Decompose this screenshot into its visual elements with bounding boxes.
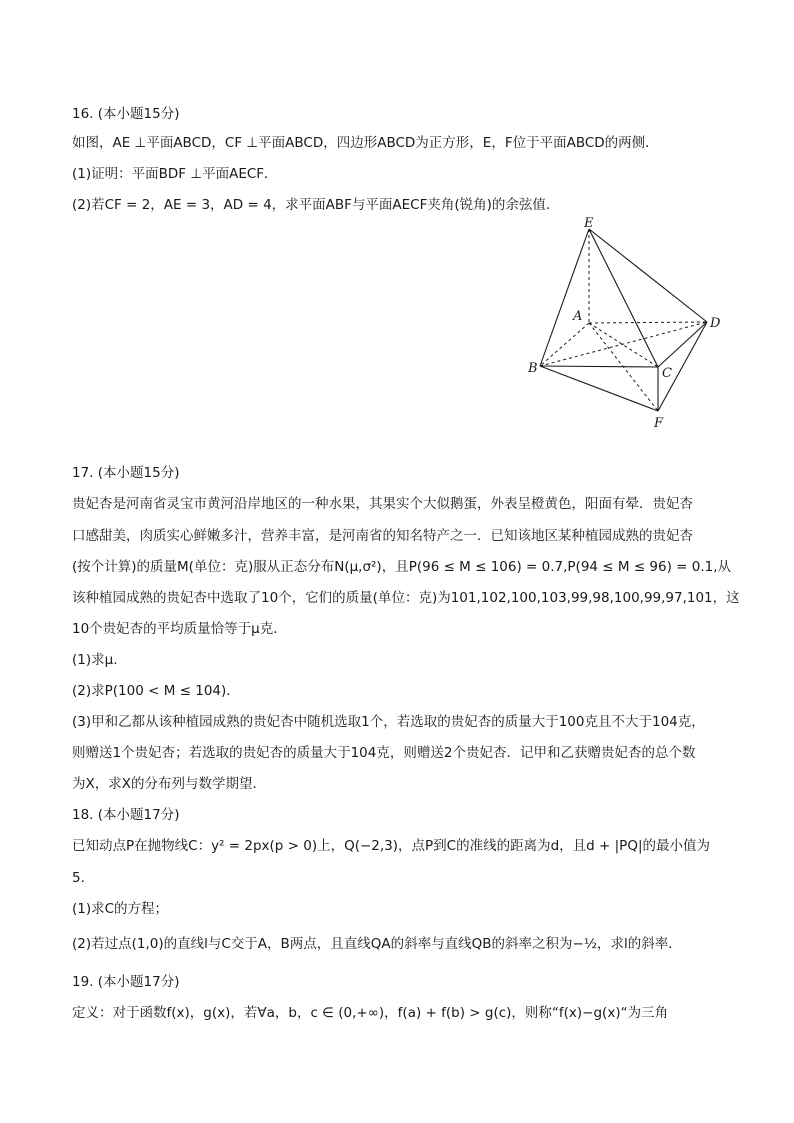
q17-part3-line1: (3)甲和乙都从该种植园成熟的贵妃杏中随机选取1个，若选取的贵妃杏的质量大于100克且不大于104克， bbox=[72, 714, 705, 730]
q16-heading: 16. (本小题15分) bbox=[72, 106, 180, 122]
q18-part2: (2)若过点(1,0)的直线l与C交于A，B两点，且直线QA的斜率与直线QB的斜率之积为−½，求l的斜率． bbox=[72, 936, 682, 952]
edge-EC bbox=[589, 229, 658, 367]
q17-para-2: 口感甜美，肉质实心鲜嫩多汁，营养丰富，是河南省的知名特产之一．已知该地区某种植园成熟的贵妃杏 bbox=[72, 528, 693, 544]
q16-part2: (2)若CF = 2，AE = 3，AD = 4，求平面ABF与平面AECF夹角(锐角)的余弦值． bbox=[72, 197, 560, 213]
label-E: E bbox=[584, 216, 594, 231]
label-A: A bbox=[573, 309, 583, 324]
label-D: D bbox=[710, 316, 721, 331]
edge-BC bbox=[540, 366, 658, 367]
edge-EB bbox=[540, 229, 589, 366]
label-B: B bbox=[528, 361, 538, 376]
label-F: F bbox=[654, 416, 664, 431]
q16-part1: (1)证明：平面BDF ⊥平面AECF． bbox=[72, 166, 278, 182]
q17-part3-line3: 为X，求X的分布列与数学期望． bbox=[72, 776, 266, 792]
label-C: C bbox=[662, 366, 672, 381]
edge-ED bbox=[589, 229, 707, 322]
q17-part1: (1)求μ. bbox=[72, 652, 118, 668]
geometry-figure bbox=[520, 215, 750, 435]
q19-heading: 19. (本小题17分) bbox=[72, 974, 180, 990]
q19-para-1: 定义：对于函数f(x)，g(x)，若∀a，b，c ∈ (0,+∞)，f(a) + f(b) > g(c)，则称“f(x)−g(x)“为三角 bbox=[72, 1005, 669, 1021]
q17-part3-line2: 则赠送1个贵妃杏；若选取的贵妃杏的质量大于104克，则赠送2个贵妃杏．记甲和乙获赠贵妃杏的总个数 bbox=[72, 745, 696, 761]
q17-para-4: 该种植园成熟的贵妃杏中选取了10个，它们的质量(单位：克)为101,102,100,103,99,98,100,99,97,101，这 bbox=[72, 590, 740, 606]
q16-stem: 如图，AE ⊥平面ABCD，CF ⊥平面ABCD，四边形ABCD为正方形，E，F位于平面ABCD的两侧． bbox=[72, 135, 659, 151]
q18-para-2: 5． bbox=[72, 870, 95, 886]
q17-part2: (2)求P(100 < M ≤ 104)． bbox=[72, 683, 240, 699]
edge-BF bbox=[540, 366, 658, 411]
q17-para-3: (按个计算)的质量M(单位：克)服从正态分布N(μ,σ²)，且P(96 ≤ M ≤ 106) = 0.7,P(94 ≤ M ≤ 96) = 0.1,从 bbox=[72, 559, 732, 575]
edge-CD bbox=[658, 322, 707, 367]
edge-AC bbox=[589, 323, 658, 367]
q17-para-1: 贵妃杏是河南省灵宝市黄河沿岸地区的一种水果，其果实个大似鹅蛋，外表呈橙黄色，阳面有晕．贵妃杏 bbox=[72, 496, 693, 512]
q18-heading: 18. (本小题17分) bbox=[72, 807, 180, 823]
edge-AD bbox=[589, 322, 707, 323]
q17-heading: 17. (本小题15分) bbox=[72, 465, 180, 481]
q17-para-5: 10个贵妃杏的平均质量恰等于μ克． bbox=[72, 621, 287, 637]
q18-part1: (1)求C的方程； bbox=[72, 901, 169, 917]
q18-para-1: 已知动点P在抛物线C：y² = 2px(p > 0)上，Q(−2,3)，点P到C的准线的距离为d，且d + |PQ|的最小值为 bbox=[72, 838, 710, 854]
